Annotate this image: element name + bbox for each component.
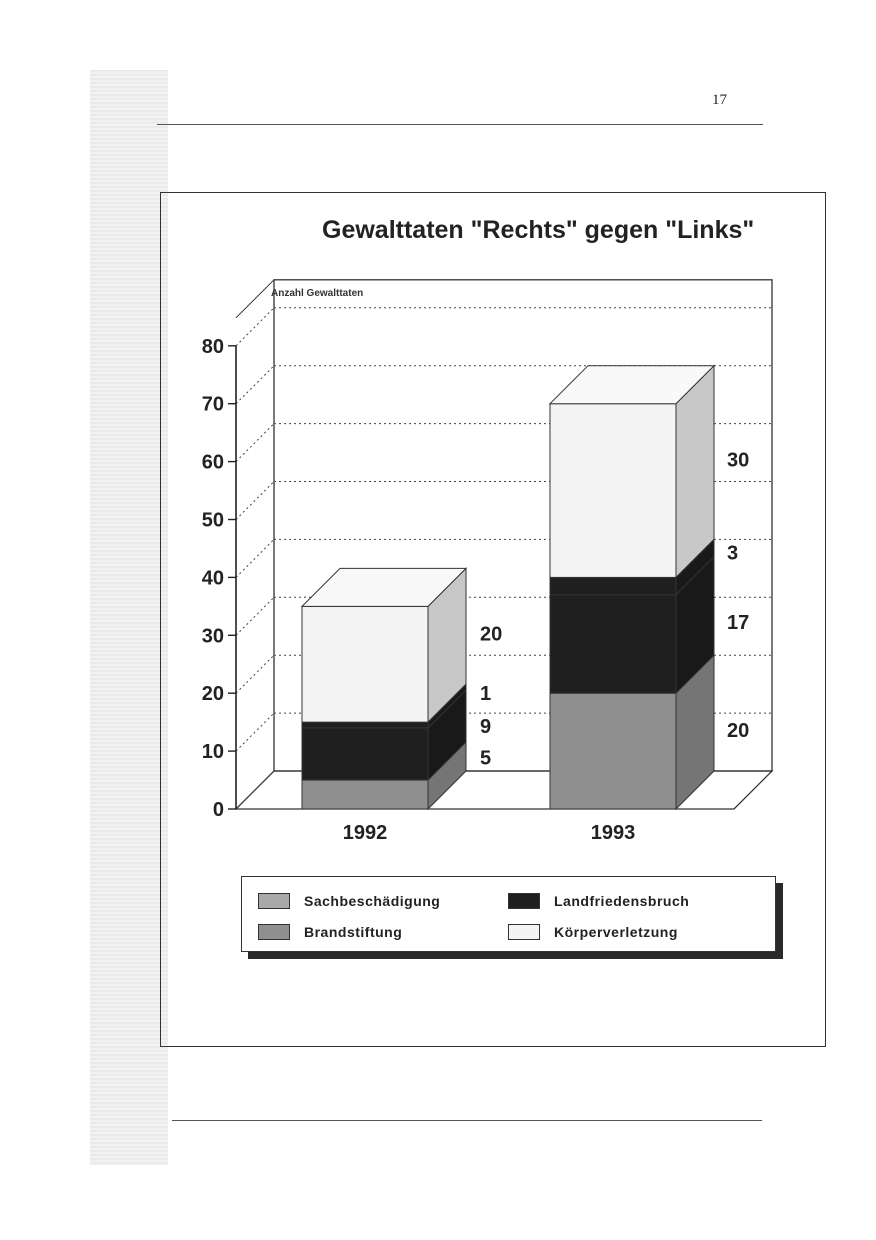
gridline-side (236, 366, 274, 404)
legend-swatch-brandstiftung (258, 924, 290, 940)
bar-segment-front (550, 404, 676, 578)
y-tick-label: 40 (201, 567, 224, 590)
bar-segment-front (302, 728, 428, 780)
chart-bars (302, 366, 714, 809)
left-wall-edge (236, 280, 274, 318)
legend-swatch-koerperverletzung (508, 924, 540, 940)
gridline-side (236, 482, 274, 520)
bar-segment-front (302, 780, 428, 809)
chart-axes (228, 346, 236, 809)
gridline-side (236, 424, 274, 462)
bar-segment-front (302, 722, 428, 728)
legend-label: Brandstiftung (304, 924, 403, 940)
legend-swatch-landfriedensbruch (508, 893, 540, 909)
gridline-side (236, 539, 274, 577)
legend-item-landfriedensbruch (508, 891, 689, 911)
legend-label: Körperverletzung (554, 924, 678, 940)
bar-segment-front (550, 693, 676, 809)
legend-item-sachbeschaedigung (258, 891, 440, 911)
legend-label: Sachbeschädigung (304, 893, 441, 909)
page-number: 17 (712, 92, 727, 108)
chart-title: Gewalttaten "Rechts" gegen "Links" (322, 216, 755, 244)
y-tick-label: 30 (201, 625, 224, 648)
y-tick-label: 70 (201, 393, 224, 416)
y-tick-label: 80 (201, 335, 224, 358)
data-label: 5 (480, 747, 492, 770)
data-label: 20 (727, 720, 750, 743)
bar-segment-front (550, 577, 676, 594)
data-label: 1 (480, 683, 492, 706)
x-tick-label: 1992 (342, 822, 388, 844)
gridline-side (236, 655, 274, 693)
gridline-side (236, 308, 274, 346)
data-label: 17 (727, 611, 750, 634)
chart-legend (241, 876, 776, 952)
data-label: 30 (727, 449, 750, 472)
data-label: 20 (480, 623, 503, 646)
footer-rule (172, 1120, 762, 1121)
y-tick-label: 0 (212, 799, 224, 821)
gridline-side (236, 713, 274, 751)
y-tick-label: 10 (201, 741, 224, 764)
x-tick-label: 1993 (590, 822, 636, 844)
bar-segment-front (550, 595, 676, 693)
y-tick-label: 20 (201, 683, 224, 706)
legend-label: Landfriedensbruch (554, 893, 690, 909)
gridline-side (236, 597, 274, 635)
legend-item-brandstiftung (258, 922, 402, 942)
data-label: 3 (727, 542, 739, 565)
legend-item-koerperverletzung (508, 922, 678, 942)
y-axis-label: Anzahl Gewalttaten (271, 288, 364, 299)
y-tick-label: 60 (201, 451, 224, 474)
y-tick-label: 50 (201, 509, 224, 532)
data-label: 9 (480, 716, 492, 739)
bar-segment-front (302, 606, 428, 722)
legend-swatch-sachbeschaedigung (258, 893, 290, 909)
